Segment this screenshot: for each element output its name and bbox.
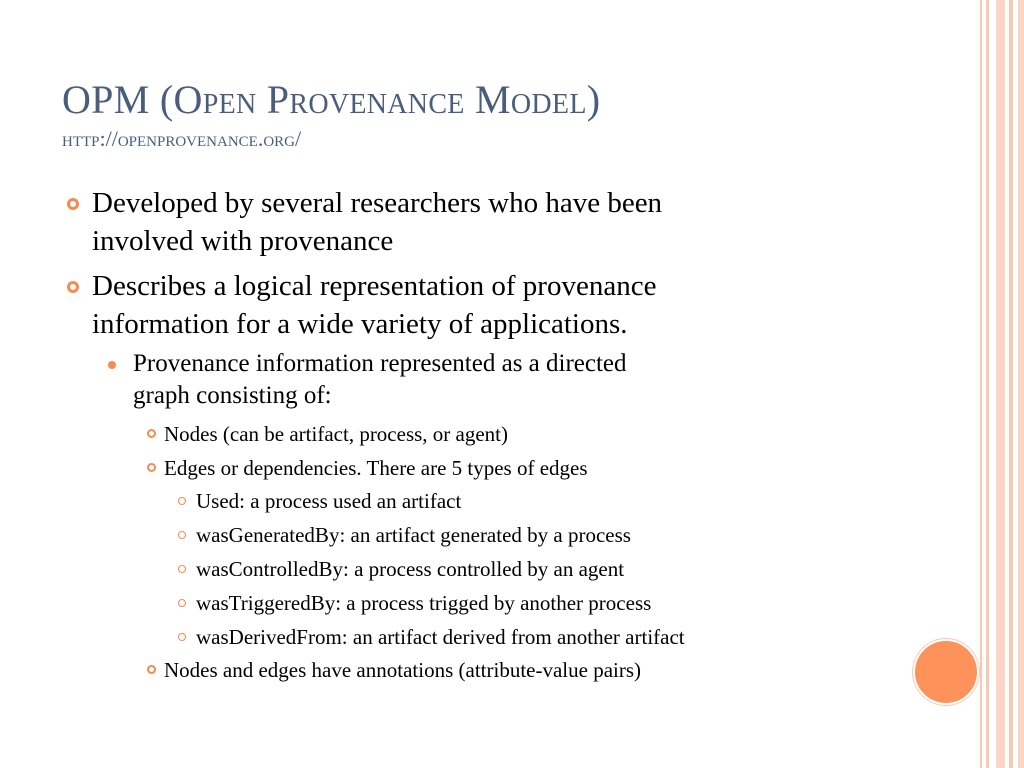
bullet-small-ring-icon <box>147 665 156 674</box>
bullet-level1-line: Describes a logical representation of provenance <box>92 270 657 302</box>
bullet-dot-icon <box>108 361 116 369</box>
stripe <box>1018 0 1024 768</box>
bullet-level2-line: graph consisting of: <box>133 382 332 409</box>
bullet-level4-item: wasTriggeredBy: a process trigged by another process <box>196 591 652 615</box>
decorative-circle <box>913 639 979 705</box>
bullet-small-ring-icon <box>147 429 156 438</box>
bullet-tiny-ring-icon <box>178 633 186 641</box>
bullet-level3-item: Nodes and edges have annotations (attribute-value pairs) <box>164 658 642 682</box>
bullet-level4-item: wasGeneratedBy: an artifact generated by a process <box>196 523 631 547</box>
bullet-level4-item: Used: a process used an artifact <box>196 489 462 513</box>
bullet-tiny-ring-icon <box>178 531 186 539</box>
slide-subtitle-url: http://openprovenance.org/ <box>62 126 302 151</box>
bullet-level1-line: information for a wide variety of applications. <box>92 308 628 340</box>
stripe <box>980 0 982 768</box>
bullet-ring-icon <box>67 198 79 210</box>
slide-title: OPM (Open Provenance Model) <box>62 77 601 122</box>
stripe <box>1009 0 1013 768</box>
bullet-level4-item: wasControlledBy: a process controlled by an agent <box>196 557 625 581</box>
stripe <box>986 0 989 768</box>
bullet-level3-item: Edges or dependencies. There are 5 types of edges <box>164 456 588 480</box>
bullet-level1-line: Developed by several researchers who have been <box>92 187 663 219</box>
bullet-level2-line: Provenance information represented as a directed <box>133 350 627 377</box>
bullet-level3-item: Nodes (can be artifact, process, or agent) <box>164 422 509 446</box>
bullet-tiny-ring-icon <box>178 565 186 573</box>
bullet-tiny-ring-icon <box>178 497 186 505</box>
bullet-small-ring-icon <box>147 463 156 472</box>
decorative-stripes <box>980 0 1024 768</box>
bullet-level1-line: involved with provenance <box>92 225 394 257</box>
bullet-tiny-ring-icon <box>178 599 186 607</box>
bullet-ring-icon <box>67 281 79 293</box>
bullet-level4-item: wasDerivedFrom: an artifact derived from another artifact <box>196 625 685 649</box>
stripe <box>996 0 1005 768</box>
